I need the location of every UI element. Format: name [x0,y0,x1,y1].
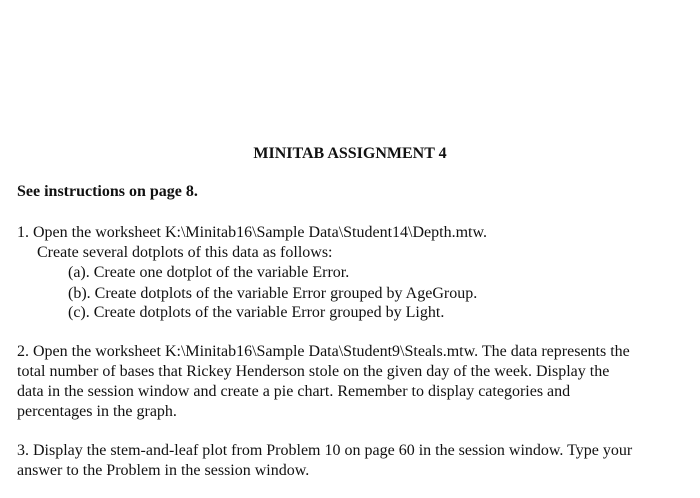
item-1-sub-c: (c). Create dotplots of the variable Error grouped by Light. [68,304,445,321]
item-2-line-4: percentages in the graph. [17,403,177,420]
page-title: MINITAB ASSIGNMENT 4 [253,145,447,162]
instructions-note: See instructions on page 8. [17,183,198,200]
item-3-line-1: 3. Display the stem-and-leaf plot from Problem 10 on page 60 in the session window. Type your [17,442,633,459]
item-1-sub-b: (b). Create dotplots of the variable Error grouped by AgeGroup. [68,285,478,302]
item-3-line-2: answer to the Problem in the session window. [17,462,310,479]
item-2-line-2: total number of bases that Rickey Henderson stole on the given day of the week. Display the [17,363,610,380]
item-2-line-1: 2. Open the worksheet K:\Minitab16\Sample Data\Student9\Steals.mtw. The data represents the [17,343,630,360]
item-3-paragraph [17,441,689,481]
item-1-sub-a: (a). Create one dotplot of the variable Error. [68,264,350,281]
item-1-line-2: Create several dotplots of this data as follows: [37,244,333,261]
item-2-line-3: data in the session window and create a pie chart. Remember to display categories and [17,383,571,400]
item-2-paragraph [17,342,689,422]
item-1-line-1: 1. Open the worksheet K:\Minitab16\Sample Data\Student14\Depth.mtw. [17,224,487,241]
